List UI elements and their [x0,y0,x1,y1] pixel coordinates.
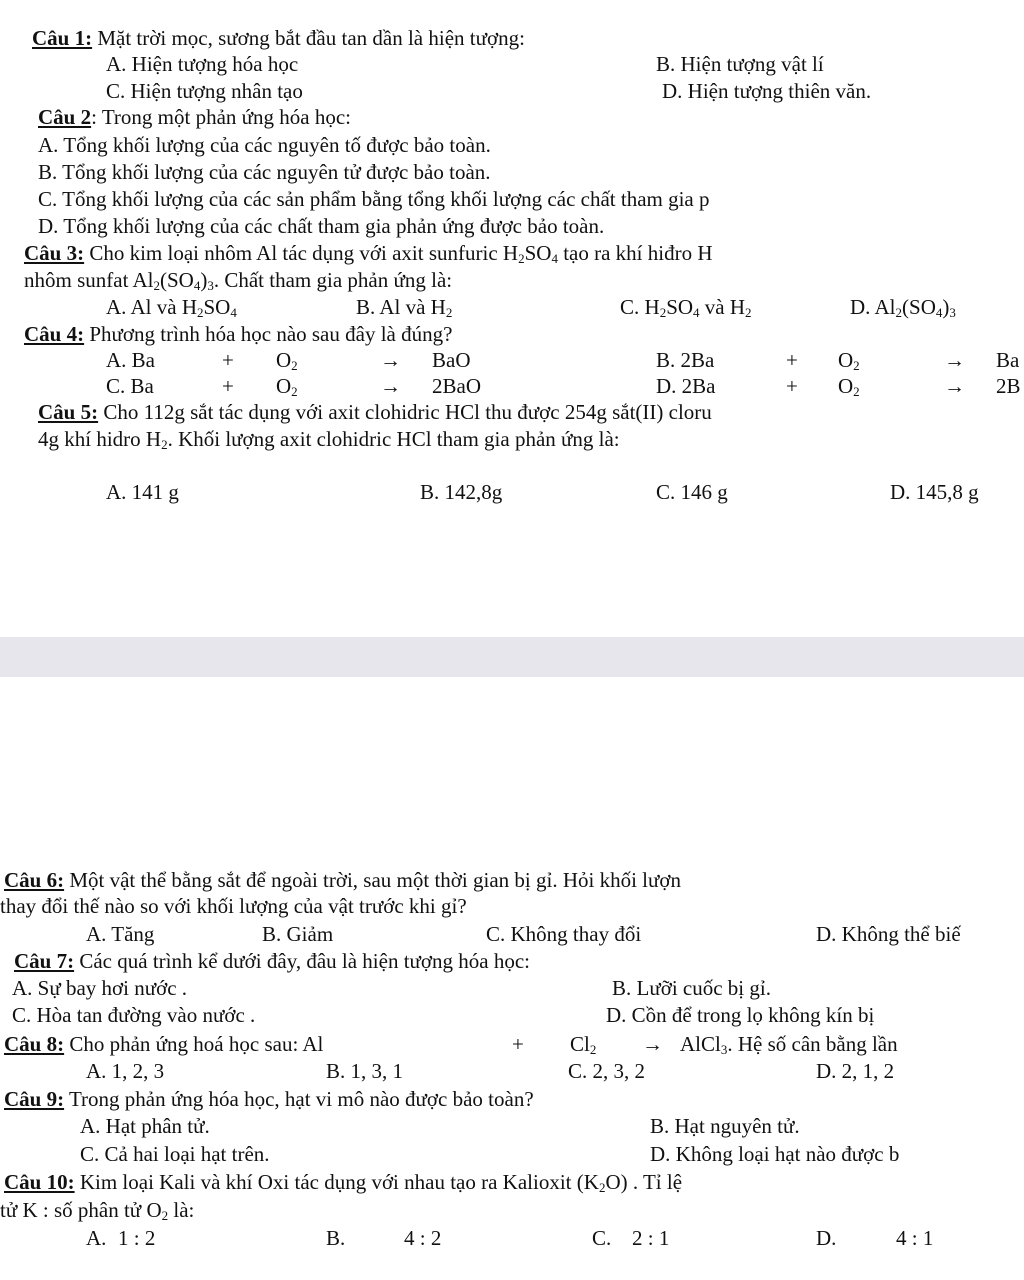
question-text-end: . Tỉ lệ [627,1170,683,1194]
q4-option-b-product: Ba [996,348,1020,372]
question-8 [4,1032,323,1056]
q4-option-b-reactant: B. 2Ba [656,348,715,372]
question-label: Câu 4: [24,322,85,346]
plus-sign: + [512,1032,524,1056]
q9-option-b: B. Hạt nguyên tử. [650,1114,800,1138]
question-label: Câu 5: [38,400,99,424]
question-text: Phương trình hóa học nào sau đây là đúng? [84,322,453,346]
q4-option-a-reactant: A. Ba [106,348,155,372]
option-text: B. Al và [356,295,431,319]
q6-option-b: B. Giảm [262,922,334,946]
question-text: Một vật thể bằng sắt để ngoài trời, sau một thời gian bị gỉ. Hỏi khối lượn [64,868,681,892]
q3-option-c: C. $H_2SO_4$ và $H_2$ [620,295,752,320]
q9-option-a: A. Hạt phân tử. [80,1114,210,1138]
q7-option-b: B. Lưỡi cuốc bị gỉ. [612,976,771,1000]
q10-option-d-label: D. [816,1226,837,1250]
worksheet-top [0,0,1024,622]
q10-option-d-value: 4 : 1 [896,1226,934,1250]
question-label: Câu 10: [4,1170,75,1194]
question-9 [4,1087,534,1111]
question-2 [38,105,351,129]
oxygen-formula: $O_2$ [276,374,298,399]
q10-option-b-value: 4 : 2 [404,1226,442,1250]
question-text: Mặt trời mọc, sương bắt đầu tan dần là hiện tượng: [92,26,525,50]
oxygen-formula: $O_2$ [838,374,860,399]
line-text-end: . Khối lượng axit clohidric HCl tham gia phản ứng là: [167,427,620,451]
q1-option-b: B. Hiện tượng vật lí [656,52,824,76]
q5-option-b: B. 142,8g [420,480,503,504]
question-text: Cho phản ứng hoá học sau: Al [64,1032,324,1056]
q2-option-b: B. Tổng khối lượng của các nguyên tử được bảo toàn. [38,160,491,184]
question-label: Câu 3: [24,241,85,265]
question-7 [14,949,530,973]
q10-option-c-value: 2 : 1 [632,1226,670,1250]
q9-option-d: D. Không loại hạt nào được b [650,1142,900,1166]
q4-option-a-product: BaO [432,348,471,372]
worksheet-bottom [0,858,1024,1280]
question-3: Câu 3: Cho kim loại nhôm Al tác dụng với axit sunfuric $H_2SO_4$ tạo ra khí hiđro H [24,241,713,266]
q5-option-a: A. 141 g [106,480,179,504]
question-6-line-2: thay đổi thế nào so với khối lượng của vật trước khi gỉ? [0,894,467,918]
question-label: Câu 7: [14,949,75,973]
question-label: Câu 6: [4,868,65,892]
question-text: Trong phản ứng hóa học, hạt vi mô nào được bảo toàn? [64,1087,534,1111]
q7-option-c: C. Hòa tan đường vào nước . [12,1003,256,1027]
plus-sign: + [786,374,798,398]
oxygen-formula: $O_2$ [276,348,298,373]
page-gap-band [0,637,1024,677]
question-10: Câu 10: Kim loại Kali và khí Oxi tác dụng với nhau tạo ra Kalioxit $(K_2O)$ . Tỉ lệ [4,1170,683,1195]
option-text: C. [620,295,645,319]
question-5 [38,400,712,424]
line-text-end: . Chất tham gia phản ứng là: [213,268,453,292]
question-10-line-2: tử K : số phân tử $O_2$ là: [0,1198,195,1223]
q3-option-b: B. Al và $H_2$ [356,295,453,320]
question-label: Câu 9: [4,1087,65,1111]
line-text: 4g khí hidro [38,427,146,451]
q7-option-d: D. Cồn để trong lọ không kín bị [606,1003,875,1027]
q8-option-d: D. 2, 1, 2 [816,1059,895,1083]
question-5-line-2: 4g khí hidro $H_2$. Khối lượng axit clohidric HCl tham gia phản ứng là: [38,427,620,452]
q5-option-d: D. 145,8 g [890,480,979,504]
question-1 [32,26,525,50]
question-text: Kim loại Kali và khí Oxi tác dụng với nhau tạo ra Kalioxit [74,1170,577,1194]
arrow-icon: → [642,1032,663,1056]
question-label: Câu 1: [32,26,93,50]
q10-option-a-value: 1 : 2 [118,1226,156,1250]
option-text: D. [850,295,875,319]
q2-option-a: A. Tổng khối lượng của các nguyên tố được bảo toàn. [38,133,491,157]
arrow-icon: → [380,348,401,372]
q8-option-a: A. 1, 2, 3 [86,1059,165,1083]
option-text-mid: và [699,295,730,319]
oxygen-formula: $O_2$ [838,348,860,373]
question-text-end: tạo ra khí hiđro H [557,241,713,265]
q2-option-c: C. Tổng khối lượng của các sản phẩm bằng tổng khối lượng các chất tham gia p [38,187,710,211]
q4-option-c-reactant: C. Ba [106,374,154,398]
q6-option-d: D. Không thể biế [816,922,961,946]
plus-sign: + [222,348,234,372]
q5-option-c: C. 146 g [656,480,728,504]
line-text: nhôm sunfat [24,268,133,292]
arrow-icon: → [944,348,965,372]
question-text: Cho 112g sắt tác dụng với axit clohidric HCl thu được 254g sắt(II) cloru [98,400,712,424]
question-label: Câu 2 [38,105,92,129]
question-label: Câu 8: [4,1032,65,1056]
question-text-end: . Hệ số cân bằng lần [727,1032,898,1056]
q1-option-d: D. Hiện tượng thiên văn. [662,79,872,103]
line-text: tử K : số phân tử [0,1198,147,1222]
q4-option-d-reactant: D. 2Ba [656,374,716,398]
question-text: : Trong một phản ứng hóa học: [91,105,351,129]
chlorine-formula: $Cl_2$ [570,1032,597,1057]
question-6 [4,868,681,892]
question-3-line-2: nhôm sunfat $Al_2(SO_4)_3$. Chất tham gia phản ứng là: [24,268,453,293]
question-text: Cho kim loại nhôm Al tác dụng với axit sunfuric [84,241,503,265]
q1-option-c: C. Hiện tượng nhân tạo [106,79,303,103]
q8-option-c: C. 2, 3, 2 [568,1059,646,1083]
arrow-icon: → [380,374,401,398]
plus-sign: + [786,348,798,372]
aluminium-chloride-formula: AlCl$_3$. Hệ số cân bằng lần [680,1032,898,1057]
q4-option-c-product: 2BaO [432,374,481,398]
q9-option-c: C. Cả hai loại hạt trên. [80,1142,270,1166]
q6-option-c: C. Không thay đổi [486,922,642,946]
option-text: A. Al và [106,295,182,319]
plus-sign: + [222,374,234,398]
q10-option-c-label: C. [592,1226,612,1250]
q6-option-a: A. Tăng [86,922,155,946]
arrow-icon: → [944,374,965,398]
q10-option-a-label: A. [86,1226,107,1250]
question-text: Các quá trình kể dưới đây, đâu là hiện tượng hóa học: [74,949,531,973]
q1-option-a: A. Hiện tượng hóa học [106,52,299,76]
q3-option-a: A. Al và $H_2SO_4$ [106,295,237,320]
q4-option-d-product: 2B [996,374,1021,398]
q3-option-d: D. $Al_2(SO_4)_3$ [850,295,956,320]
q10-option-b-label: B. [326,1226,346,1250]
q8-option-b: B. 1, 3, 1 [326,1059,404,1083]
question-4 [24,322,452,346]
q7-option-a: A. Sự bay hơi nước . [12,976,188,1000]
q2-option-d: D. Tổng khối lượng của các chất tham gia phản ứng được bảo toàn. [38,214,605,238]
line-text-end: là: [168,1198,195,1222]
